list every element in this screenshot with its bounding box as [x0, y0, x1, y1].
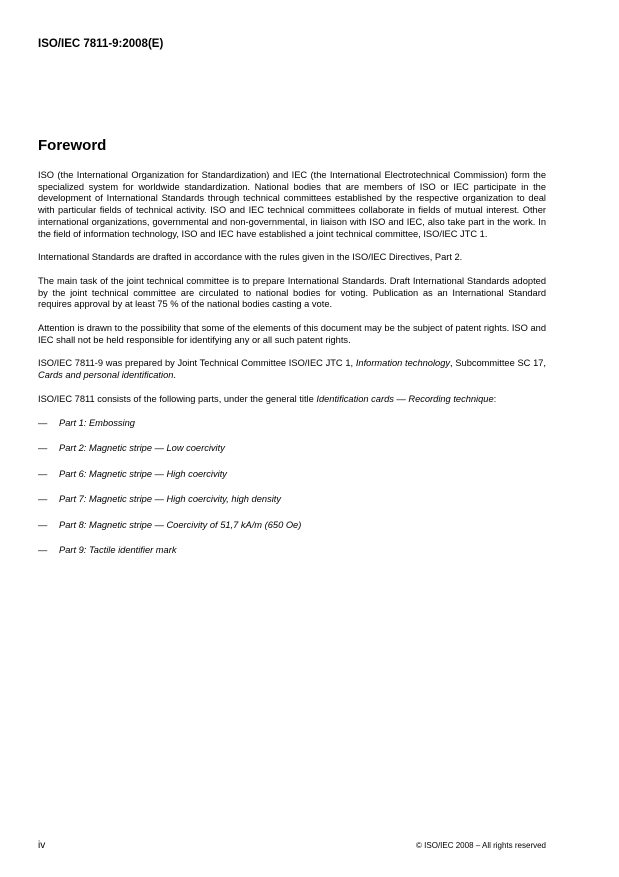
dash-marker: — — [38, 443, 48, 454]
parts-intro-text: ISO/IEC 7811 consists of the following parts, under the general title — [38, 393, 317, 404]
dash-marker: — — [38, 494, 48, 505]
list-item-text: Part 8: Magnetic stripe — Coercivity of 51,7 kA/m (650 Oe) — [59, 519, 302, 530]
prepared-by-text: ISO/IEC 7811-9 was prepared by Joint Technical Committee ISO/IEC JTC 1, — [38, 358, 356, 369]
paragraph-parts-intro — [38, 394, 546, 406]
page-title: Foreword — [38, 137, 107, 154]
subcommittee-title: Cards and personal identification — [38, 370, 174, 381]
page-number: iv — [38, 840, 46, 851]
list-item — [38, 443, 546, 455]
colon: : — [493, 393, 497, 404]
list-item-text: Part 7: Magnetic stripe — High coercivity, high density — [59, 494, 282, 505]
list-item — [38, 469, 546, 481]
document-id: ISO/IEC 7811-9:2008(E) — [38, 38, 164, 50]
list-item-text: Part 2: Magnetic stripe — Low coercivity — [59, 443, 225, 454]
list-item — [38, 520, 546, 532]
parts-list — [38, 418, 546, 557]
paragraph-patent-rights: Attention is drawn to the possibility that some of the elements of this document may be the subject of patent rights. ISO and IEC shall not be held responsible for identifying any or all such patent rights. — [38, 323, 546, 345]
list-item-text: Part 9: Tactile identifier mark — [59, 545, 177, 556]
dash-marker: — — [38, 519, 48, 530]
dash-marker: — — [38, 468, 48, 479]
subcommittee-text: , Subcommittee SC 17, — [450, 358, 547, 369]
committee-title: Information technology — [355, 358, 451, 369]
list-item-text: Part 6: Magnetic stripe — High coercivity — [59, 468, 227, 479]
dash-marker: — — [38, 545, 48, 556]
list-item — [38, 418, 546, 430]
paragraph-prepared-by — [38, 358, 546, 381]
general-title: Identification cards — Recording technique — [316, 393, 494, 404]
list-item — [38, 494, 546, 506]
list-item-text: Part 1: Embossing — [59, 417, 135, 428]
copyright-notice: © ISO/IEC 2008 – All rights reserved — [416, 841, 546, 850]
paragraph-organizations: ISO (the International Organization for Standardization) and IEC (the International Electrotechnical Commission) form the specialized system for worldwide standardization. National bodies that are members of ISO or IEC participate in the development of International Standards through technical committees established by the respective organization to deal with particular fields of technical activity. ISO and IEC technical committees collaborate in fields of mutual interest. Other international organizations, governmental and non-governmental, in liaison with ISO and IEC, also take part in the work. In the field of information technology, ISO and IEC have established a joint technical committee, ISO/IEC JTC 1. — [38, 170, 546, 239]
list-item — [38, 545, 546, 557]
paragraph-main-task: The main task of the joint technical committee is to prepare International Standards. Draft International Standards adopted by the joint technical committee are circulated to national bodies for voting. Publication as an International Standard requires approval by at least 75 % of the national bodies casting a vote. — [38, 275, 546, 310]
paragraph-directives: International Standards are drafted in accordance with the rules given in the ISO/IEC Directives, Part 2. — [38, 252, 463, 263]
period: . — [173, 370, 176, 381]
dash-marker: — — [38, 417, 48, 428]
foreword-body — [38, 170, 546, 571]
